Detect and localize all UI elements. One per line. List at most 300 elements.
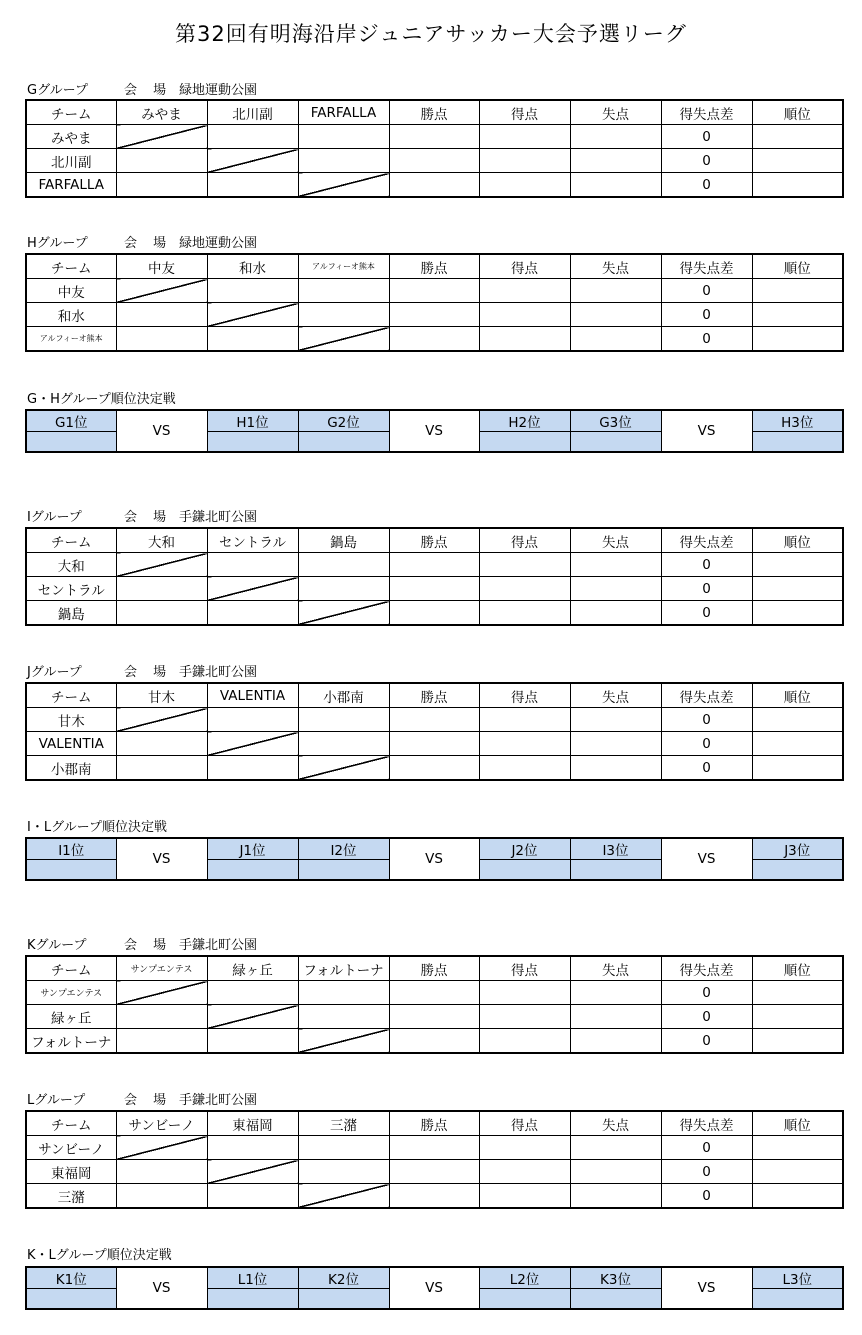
goal-diff-header: 得失点差 — [661, 956, 752, 981]
team-header: チーム — [26, 956, 116, 981]
diagonal-cell — [116, 1136, 207, 1160]
team-name: 中友 — [26, 279, 116, 303]
team-col-header: サンビーノ — [116, 1111, 207, 1136]
table-row — [26, 756, 843, 781]
result-cell[interactable] — [298, 1160, 389, 1184]
points-cell[interactable] — [389, 732, 479, 756]
team-header: チーム — [26, 528, 116, 553]
result-cell[interactable] — [207, 1184, 298, 1209]
result-cell[interactable] — [207, 756, 298, 781]
playoff-entry[interactable] — [26, 1289, 116, 1310]
playoff-entry[interactable] — [298, 1289, 389, 1310]
diagonal-cell — [207, 577, 298, 601]
result-cell[interactable] — [116, 173, 207, 198]
goal-diff-header: 得失点差 — [661, 254, 752, 279]
playoff-il-title: I・Lグループ順位決定戦 — [27, 820, 168, 835]
goals-against-header: 失点 — [570, 956, 661, 981]
result-cell[interactable] — [116, 1005, 207, 1029]
rank-cell[interactable] — [752, 1160, 843, 1184]
goals-for-cell[interactable] — [479, 1184, 570, 1209]
result-cell[interactable] — [298, 149, 389, 173]
goal-diff-cell: 0 — [661, 149, 752, 173]
points-header: 勝点 — [389, 1111, 479, 1136]
goals-against-header: 失点 — [570, 528, 661, 553]
goal-diff-cell: 0 — [661, 553, 752, 577]
goal-diff-cell: 0 — [661, 601, 752, 626]
page-title: 第32回有明海沿岸ジュニアサッカー大会予選リーグ — [175, 22, 687, 46]
points-cell[interactable] — [389, 1184, 479, 1209]
goals-for-cell[interactable] — [479, 732, 570, 756]
result-cell[interactable] — [207, 708, 298, 732]
header-row — [26, 956, 843, 981]
playoff-entry[interactable] — [298, 860, 389, 881]
group-i-table — [25, 527, 844, 626]
result-cell[interactable] — [298, 125, 389, 149]
rank-cell[interactable] — [752, 303, 843, 327]
goals-for-cell[interactable] — [479, 303, 570, 327]
team-name: 小郡南 — [26, 756, 116, 781]
goal-diff-cell: 0 — [661, 708, 752, 732]
diagonal-cell — [116, 708, 207, 732]
group-name: Hグループ — [27, 236, 88, 251]
table-row — [26, 173, 843, 198]
table-row — [26, 553, 843, 577]
goal-diff-header: 得失点差 — [661, 528, 752, 553]
playoff-slot: K3位 — [570, 1267, 661, 1289]
playoff-entry[interactable] — [752, 1289, 843, 1310]
group-h-label — [27, 232, 257, 251]
table-row — [26, 1160, 843, 1184]
group-g-label — [27, 79, 257, 98]
table-row — [26, 708, 843, 732]
table-row — [26, 732, 843, 756]
points-cell[interactable] — [389, 708, 479, 732]
points-cell[interactable] — [389, 981, 479, 1005]
result-cell[interactable] — [298, 1136, 389, 1160]
venue-name: 手鎌北町公園 — [179, 510, 258, 525]
goals-against-cell[interactable] — [570, 756, 661, 781]
playoff-slot: J2位 — [479, 838, 570, 860]
rank-cell[interactable] — [752, 553, 843, 577]
points-cell[interactable] — [389, 756, 479, 781]
playoff-entry[interactable] — [479, 432, 570, 453]
rank-cell[interactable] — [752, 1136, 843, 1160]
result-cell[interactable] — [207, 1029, 298, 1054]
points-cell[interactable] — [389, 303, 479, 327]
playoff-slot: J3位 — [752, 838, 843, 860]
playoff-slot: K2位 — [298, 1267, 389, 1289]
result-cell[interactable] — [116, 577, 207, 601]
venue-label: 会 場 — [124, 236, 173, 251]
diagonal-cell — [207, 1160, 298, 1184]
points-cell[interactable] — [389, 279, 479, 303]
playoff-entry[interactable] — [26, 860, 116, 881]
team-name: 和水 — [26, 303, 116, 327]
playoff-entry[interactable] — [207, 860, 298, 881]
team-name: 鍋島 — [26, 601, 116, 626]
result-cell[interactable] — [207, 327, 298, 352]
goals-against-cell[interactable] — [570, 1029, 661, 1054]
goals-against-header: 失点 — [570, 100, 661, 125]
team-name: 三潴 — [26, 1184, 116, 1209]
goal-diff-cell: 0 — [661, 1184, 752, 1209]
header-row — [26, 683, 843, 708]
diagonal-cell — [116, 279, 207, 303]
result-cell[interactable] — [298, 279, 389, 303]
result-cell[interactable] — [298, 981, 389, 1005]
goals-against-cell[interactable] — [570, 149, 661, 173]
team-col-header: 甘木 — [116, 683, 207, 708]
table-row — [26, 601, 843, 626]
goal-diff-header: 得失点差 — [661, 1111, 752, 1136]
goals-against-cell[interactable] — [570, 1005, 661, 1029]
playoff-slot: I1位 — [26, 838, 116, 860]
team-name: アルフィーオ熊本 — [26, 327, 116, 352]
group-name: Jグループ — [27, 665, 82, 680]
rank-header: 順位 — [752, 956, 843, 981]
points-header: 勝点 — [389, 528, 479, 553]
diagonal-cell — [298, 173, 389, 198]
playoff-entry[interactable] — [570, 1289, 661, 1310]
rank-cell[interactable] — [752, 149, 843, 173]
venue-name: 手鎌北町公園 — [179, 665, 258, 680]
goals-for-cell[interactable] — [479, 149, 570, 173]
team-col-header: セントラル — [207, 528, 298, 553]
goals-for-header: 得点 — [479, 683, 570, 708]
team-name: VALENTIA — [26, 732, 116, 756]
rank-header: 順位 — [752, 683, 843, 708]
playoff-entry[interactable] — [752, 432, 843, 453]
playoff-slot: L3位 — [752, 1267, 843, 1289]
diagonal-cell — [207, 303, 298, 327]
result-cell[interactable] — [116, 1184, 207, 1209]
goals-against-cell[interactable] — [570, 279, 661, 303]
team-name: フォルトーナ — [26, 1029, 116, 1054]
team-col-header: みやま — [116, 100, 207, 125]
group-k-label — [27, 934, 257, 953]
table-row — [26, 327, 843, 352]
goals-against-header: 失点 — [570, 1111, 661, 1136]
table-row — [26, 149, 843, 173]
playoff-slot: I3位 — [570, 838, 661, 860]
playoff-entry[interactable] — [570, 860, 661, 881]
playoff-gh-table — [25, 409, 844, 453]
result-cell[interactable] — [298, 303, 389, 327]
result-cell[interactable] — [207, 173, 298, 198]
group-name: Lグループ — [27, 1093, 86, 1108]
result-cell[interactable] — [116, 327, 207, 352]
team-col-header: 三潴 — [298, 1111, 389, 1136]
goals-against-cell[interactable] — [570, 981, 661, 1005]
goals-against-cell[interactable] — [570, 601, 661, 626]
rank-header: 順位 — [752, 1111, 843, 1136]
rank-header: 順位 — [752, 254, 843, 279]
goals-against-cell[interactable] — [570, 577, 661, 601]
team-col-header: 緑ヶ丘 — [207, 956, 298, 981]
points-cell[interactable] — [389, 1029, 479, 1054]
result-cell[interactable] — [207, 1136, 298, 1160]
team-col-header: 東福岡 — [207, 1111, 298, 1136]
goals-for-header: 得点 — [479, 1111, 570, 1136]
diagonal-cell — [207, 732, 298, 756]
vs-label: VS — [116, 1267, 207, 1309]
playoff-entry[interactable] — [207, 432, 298, 453]
points-cell[interactable] — [389, 553, 479, 577]
goal-diff-cell: 0 — [661, 279, 752, 303]
goals-against-header: 失点 — [570, 683, 661, 708]
vs-label: VS — [389, 1267, 479, 1309]
result-cell[interactable] — [116, 149, 207, 173]
points-cell[interactable] — [389, 1160, 479, 1184]
result-cell[interactable] — [116, 1160, 207, 1184]
result-cell[interactable] — [298, 553, 389, 577]
header-row — [26, 100, 843, 125]
goals-for-cell[interactable] — [479, 327, 570, 352]
goals-for-cell[interactable] — [479, 173, 570, 198]
vs-label: VS — [116, 410, 207, 452]
team-header: チーム — [26, 683, 116, 708]
goals-against-cell[interactable] — [570, 1160, 661, 1184]
team-name: 緑ヶ丘 — [26, 1005, 116, 1029]
goals-for-cell[interactable] — [479, 1005, 570, 1029]
group-i-label — [27, 506, 257, 525]
goals-for-cell[interactable] — [479, 125, 570, 149]
rank-cell[interactable] — [752, 732, 843, 756]
goal-diff-cell: 0 — [661, 1160, 752, 1184]
playoff-slot: H3位 — [752, 410, 843, 432]
playoff-slot: L1位 — [207, 1267, 298, 1289]
team-col-header: 鍋島 — [298, 528, 389, 553]
group-j-table — [25, 682, 844, 781]
goals-against-cell[interactable] — [570, 708, 661, 732]
result-cell[interactable] — [298, 708, 389, 732]
playoff-entry[interactable] — [26, 432, 116, 453]
points-cell[interactable] — [389, 173, 479, 198]
playoff-slot: G2位 — [298, 410, 389, 432]
table-row — [26, 279, 843, 303]
team-col-header: 和水 — [207, 254, 298, 279]
playoff-il-table — [25, 837, 844, 881]
team-col-header: 北川副 — [207, 100, 298, 125]
result-cell[interactable] — [207, 125, 298, 149]
points-cell[interactable] — [389, 601, 479, 626]
venue-label: 会 場 — [124, 510, 173, 525]
points-cell[interactable] — [389, 125, 479, 149]
diagonal-cell — [298, 1184, 389, 1209]
result-cell[interactable] — [207, 601, 298, 626]
group-l-label — [27, 1089, 257, 1108]
vs-label: VS — [116, 838, 207, 880]
team-name: みやま — [26, 125, 116, 149]
venue-name: 手鎌北町公園 — [179, 1093, 258, 1108]
points-cell[interactable] — [389, 327, 479, 352]
playoff-slot: J1位 — [207, 838, 298, 860]
goals-for-cell[interactable] — [479, 1136, 570, 1160]
goal-diff-cell: 0 — [661, 1136, 752, 1160]
goals-for-cell[interactable] — [479, 601, 570, 626]
goals-for-cell[interactable] — [479, 553, 570, 577]
playoff-kl-table — [25, 1266, 844, 1310]
vs-label: VS — [389, 410, 479, 452]
goals-for-cell[interactable] — [479, 279, 570, 303]
vs-label: VS — [661, 1267, 752, 1309]
result-cell[interactable] — [116, 732, 207, 756]
result-cell[interactable] — [298, 732, 389, 756]
diagonal-cell — [298, 601, 389, 626]
goals-against-cell[interactable] — [570, 553, 661, 577]
header-row — [26, 254, 843, 279]
points-header: 勝点 — [389, 100, 479, 125]
diagonal-cell — [298, 756, 389, 781]
venue-label: 会 場 — [124, 665, 173, 680]
goal-diff-cell: 0 — [661, 173, 752, 198]
goals-for-header: 得点 — [479, 528, 570, 553]
rank-cell[interactable] — [752, 756, 843, 781]
team-col-header: 中友 — [116, 254, 207, 279]
diagonal-cell — [207, 149, 298, 173]
goal-diff-cell: 0 — [661, 303, 752, 327]
table-row — [26, 125, 843, 149]
rank-cell[interactable] — [752, 1029, 843, 1054]
diagonal-cell — [116, 125, 207, 149]
team-name: FARFALLA — [26, 173, 116, 198]
goals-against-cell[interactable] — [570, 732, 661, 756]
goal-diff-header: 得失点差 — [661, 683, 752, 708]
diagonal-cell — [207, 1005, 298, 1029]
diagonal-cell — [298, 327, 389, 352]
team-col-header: 大和 — [116, 528, 207, 553]
goals-for-cell[interactable] — [479, 577, 570, 601]
table-row — [26, 1029, 843, 1054]
points-cell[interactable] — [389, 1136, 479, 1160]
playoff-entry[interactable] — [207, 1289, 298, 1310]
header-row — [26, 528, 843, 553]
points-cell[interactable] — [389, 577, 479, 601]
group-name: Gグループ — [27, 83, 89, 98]
result-cell[interactable] — [298, 1005, 389, 1029]
goals-against-cell[interactable] — [570, 327, 661, 352]
team-header: チーム — [26, 1111, 116, 1136]
playoff-slot: L2位 — [479, 1267, 570, 1289]
playoff-entry[interactable] — [298, 432, 389, 453]
group-g-table — [25, 99, 844, 198]
vs-label: VS — [389, 838, 479, 880]
vs-label: VS — [661, 410, 752, 452]
rank-cell[interactable] — [752, 708, 843, 732]
result-cell[interactable] — [207, 279, 298, 303]
goal-diff-cell: 0 — [661, 1005, 752, 1029]
team-name: 北川副 — [26, 149, 116, 173]
venue-label: 会 場 — [124, 83, 173, 98]
result-cell[interactable] — [207, 553, 298, 577]
points-header: 勝点 — [389, 254, 479, 279]
playoff-entry[interactable] — [479, 1289, 570, 1310]
table-row — [26, 981, 843, 1005]
goals-against-header: 失点 — [570, 254, 661, 279]
playoff-slot: G1位 — [26, 410, 116, 432]
venue-name: 手鎌北町公園 — [179, 938, 258, 953]
goal-diff-cell: 0 — [661, 327, 752, 352]
rank-header: 順位 — [752, 528, 843, 553]
goals-for-cell[interactable] — [479, 1029, 570, 1054]
venue-name: 緑地運動公園 — [179, 236, 258, 251]
team-header: チーム — [26, 254, 116, 279]
rank-cell[interactable] — [752, 279, 843, 303]
goals-for-header: 得点 — [479, 100, 570, 125]
result-cell[interactable] — [116, 756, 207, 781]
goal-diff-cell: 0 — [661, 577, 752, 601]
rank-cell[interactable] — [752, 1184, 843, 1209]
team-col-header: FARFALLA — [298, 100, 389, 125]
table-row — [26, 1136, 843, 1160]
goals-for-cell[interactable] — [479, 981, 570, 1005]
goals-for-header: 得点 — [479, 956, 570, 981]
table-row — [26, 1184, 843, 1209]
team-name: サンビーノ — [26, 1136, 116, 1160]
playoff-slot: G3位 — [570, 410, 661, 432]
group-k-table — [25, 955, 844, 1054]
venue-label: 会 場 — [124, 1093, 173, 1108]
goals-against-cell[interactable] — [570, 303, 661, 327]
points-cell[interactable] — [389, 1005, 479, 1029]
playoff-gh-title: G・Hグループ順位決定戦 — [27, 392, 176, 407]
rank-cell[interactable] — [752, 173, 843, 198]
result-cell[interactable] — [298, 577, 389, 601]
header-row — [26, 1111, 843, 1136]
playoff-slot: H1位 — [207, 410, 298, 432]
team-col-header: VALENTIA — [207, 683, 298, 708]
playoff-entry[interactable] — [479, 860, 570, 881]
diagonal-cell — [116, 981, 207, 1005]
rank-cell[interactable] — [752, 981, 843, 1005]
group-name: Kグループ — [27, 938, 87, 953]
result-cell[interactable] — [207, 981, 298, 1005]
venue-label: 会 場 — [124, 938, 173, 953]
points-header: 勝点 — [389, 956, 479, 981]
result-cell[interactable] — [116, 303, 207, 327]
rank-cell[interactable] — [752, 577, 843, 601]
goals-for-cell[interactable] — [479, 1160, 570, 1184]
rank-cell[interactable] — [752, 1005, 843, 1029]
group-j-label — [27, 661, 257, 680]
goals-for-cell[interactable] — [479, 708, 570, 732]
points-header: 勝点 — [389, 683, 479, 708]
goals-against-cell[interactable] — [570, 125, 661, 149]
group-l-table — [25, 1110, 844, 1209]
vs-label: VS — [661, 838, 752, 880]
result-cell[interactable] — [116, 601, 207, 626]
result-cell[interactable] — [116, 1029, 207, 1054]
goals-against-cell[interactable] — [570, 1136, 661, 1160]
goals-against-cell[interactable] — [570, 173, 661, 198]
playoff-entry[interactable] — [570, 432, 661, 453]
goals-for-cell[interactable] — [479, 756, 570, 781]
team-name: サンプエンテス — [26, 981, 116, 1005]
team-name: セントラル — [26, 577, 116, 601]
team-col-header: アルフィーオ熊本 — [298, 254, 389, 279]
rank-cell[interactable] — [752, 327, 843, 352]
playoff-entry[interactable] — [752, 860, 843, 881]
points-cell[interactable] — [389, 149, 479, 173]
team-col-header: 小郡南 — [298, 683, 389, 708]
team-col-header: サンプエンテス — [116, 956, 207, 981]
goals-against-cell[interactable] — [570, 1184, 661, 1209]
rank-cell[interactable] — [752, 125, 843, 149]
diagonal-cell — [116, 553, 207, 577]
team-name: 東福岡 — [26, 1160, 116, 1184]
playoff-slot: I2位 — [298, 838, 389, 860]
rank-cell[interactable] — [752, 601, 843, 626]
